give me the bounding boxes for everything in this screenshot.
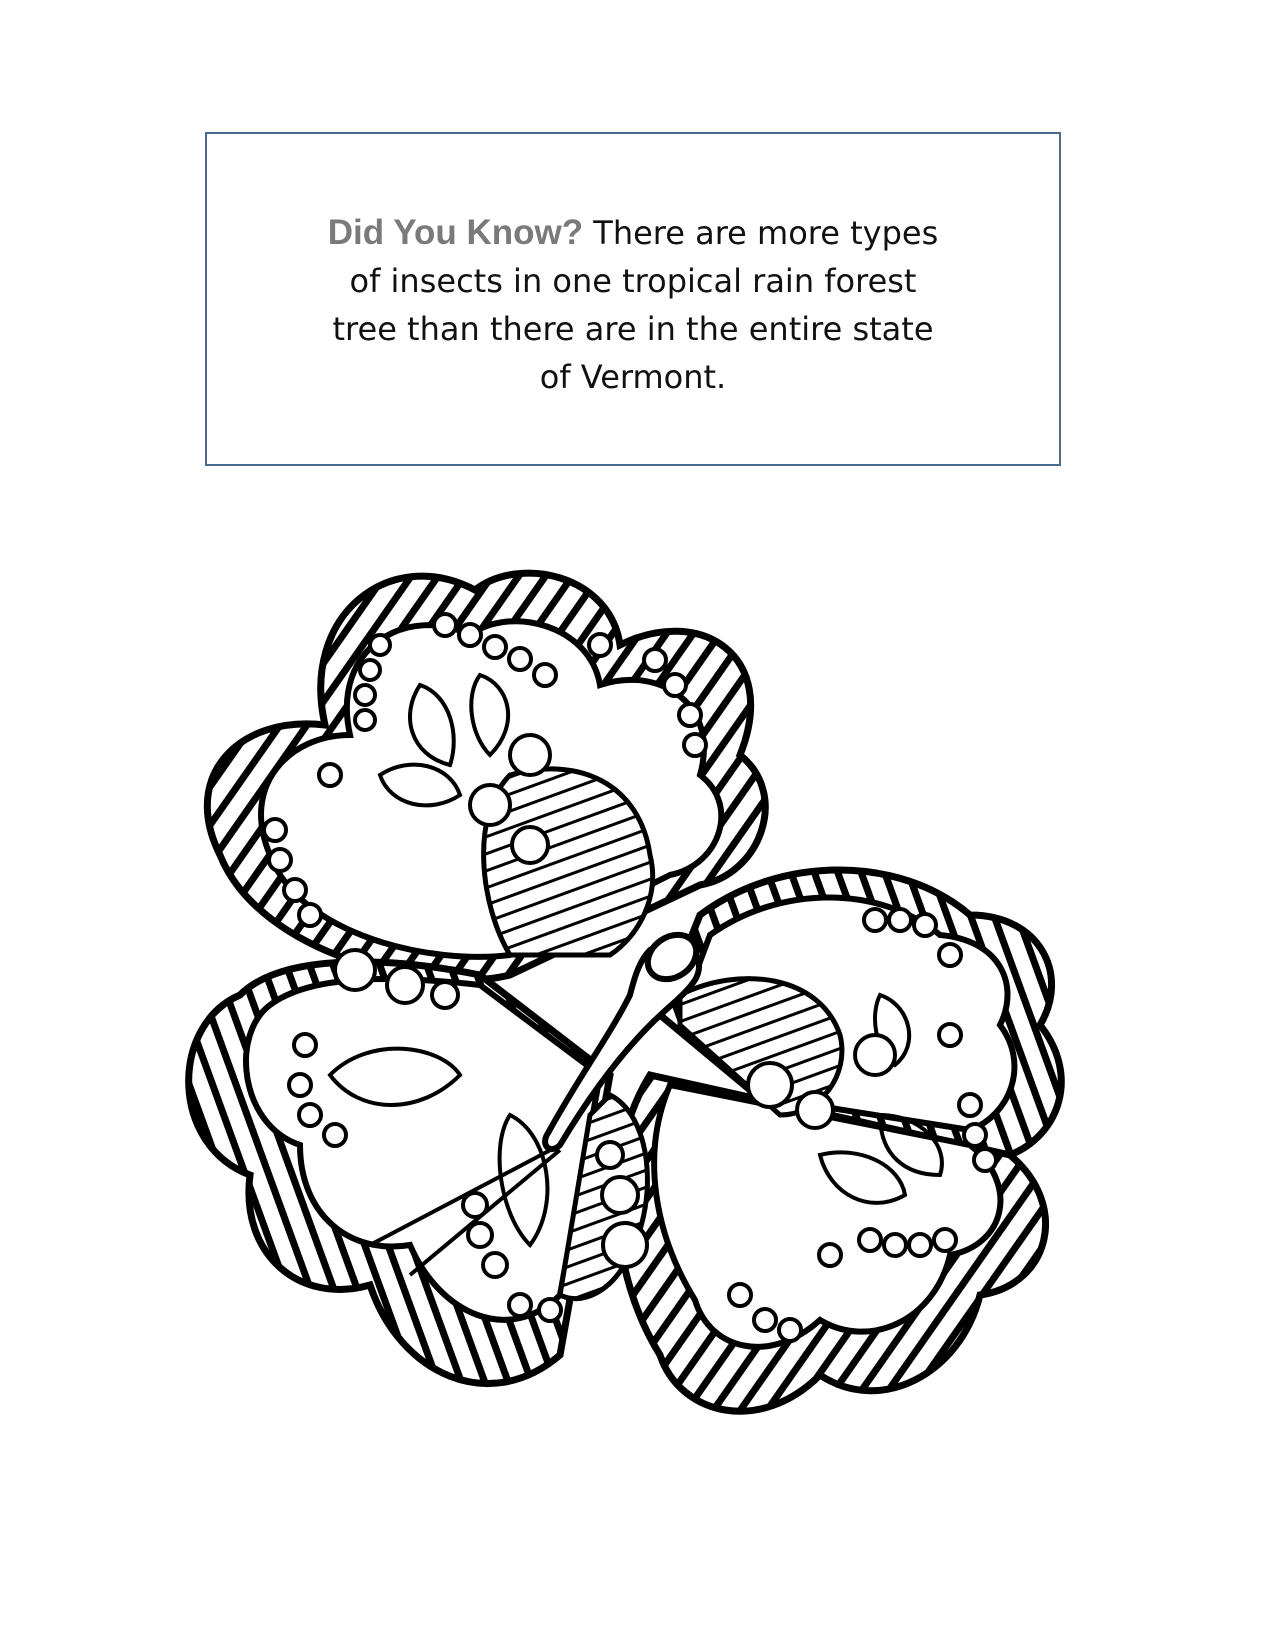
- dot: [819, 1244, 841, 1266]
- dot: [335, 950, 375, 990]
- dot: [299, 1104, 321, 1126]
- dot: [534, 664, 556, 686]
- dot: [679, 704, 701, 726]
- fact-text: [313, 209, 953, 401]
- dot: [264, 819, 286, 841]
- dot: [510, 735, 550, 775]
- dot: [294, 1034, 316, 1056]
- dot: [289, 1074, 311, 1096]
- fact-body: There are more types of insects in one tropical rain forest tree than there are in the entire state of Vermont.: [332, 214, 939, 396]
- dot: [754, 1309, 776, 1331]
- dot: [779, 1319, 801, 1341]
- dot: [934, 1229, 956, 1251]
- dot: [797, 1092, 833, 1128]
- dot: [269, 849, 291, 871]
- dot: [603, 1223, 647, 1267]
- dot: [387, 967, 423, 1003]
- dot: [859, 1229, 881, 1251]
- dot: [729, 1284, 751, 1306]
- dot: [370, 635, 390, 655]
- dot: [512, 827, 548, 863]
- dot: [360, 660, 380, 680]
- dot: [864, 909, 886, 931]
- dot: [299, 904, 321, 926]
- dot: [664, 674, 686, 696]
- dot: [483, 1253, 507, 1277]
- dot: [468, 1223, 492, 1247]
- dot: [432, 982, 458, 1008]
- dot: [939, 944, 961, 966]
- dot: [964, 1124, 986, 1146]
- dot: [589, 634, 611, 656]
- dot: [939, 1024, 961, 1046]
- dot: [855, 1035, 895, 1075]
- dot: [884, 1234, 906, 1256]
- dot: [602, 1177, 638, 1213]
- dot: [748, 1063, 792, 1107]
- dot: [597, 1142, 623, 1168]
- dot: [484, 636, 506, 658]
- dot: [889, 909, 911, 931]
- did-you-know-box: [205, 132, 1061, 466]
- dot: [509, 648, 531, 670]
- dot: [319, 764, 341, 786]
- dot: [974, 1149, 996, 1171]
- dot: [909, 1234, 931, 1256]
- dot: [284, 879, 306, 901]
- butterfly-coloring-illustration: [180, 555, 1110, 1490]
- dot: [959, 1094, 981, 1116]
- dot: [644, 649, 666, 671]
- dot: [509, 1294, 531, 1316]
- dot: [434, 614, 456, 636]
- dot: [355, 685, 375, 705]
- fact-heading: Did You Know?: [327, 213, 584, 252]
- dot: [459, 624, 481, 646]
- dot: [684, 734, 706, 756]
- dot: [355, 710, 375, 730]
- dot: [324, 1124, 346, 1146]
- dot: [470, 785, 510, 825]
- dot: [539, 1299, 561, 1321]
- dot: [914, 914, 936, 936]
